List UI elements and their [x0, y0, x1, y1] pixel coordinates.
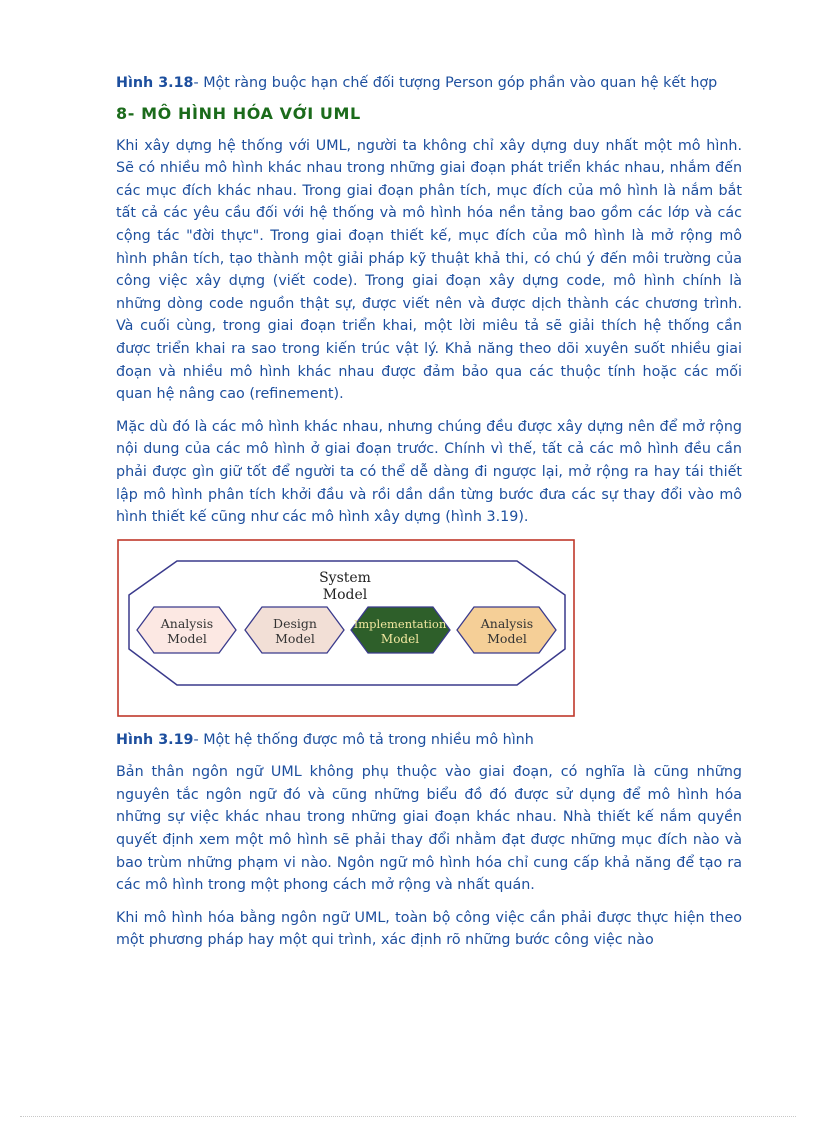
system-model-label-line1: System [319, 569, 371, 586]
system-model-label-line2: Model [322, 586, 368, 603]
figure-3-18-label: Hình 3.18 [116, 75, 194, 91]
paragraph-2: Mặc dù đó là các mô hình khác nhau, nhưng chúng đều được xây dựng nên để mở rộng nội dung của các mô hình ở giai đoạn trước. Chính vì thế, tất cả các mô hình đều cần phải được gìn giữ tốt để người ta có thể dễ dàng đi ngược lại, mở rộng ra hay tái thiết lập mô hình phân tích khởi đầu và rồi dần dần từng bước đưa các sự thay đổi vào mô hình thiết kế cũng như các mô hình xây dựng (hình 3.19). [116, 418, 742, 526]
figure-3-19-label: Hình 3.19 [116, 731, 194, 748]
figure-3-18-caption [116, 72, 742, 95]
implementation-model-label-line2: Model [380, 631, 420, 646]
paragraph-3: Bản thân ngôn ngữ UML không phụ thuộc vào giai đoạn, có nghĩa là cũng những nguyên tắc ngôn ngữ đó và cũng những biểu đồ đó được sử dụng để mô hình hóa những sự việc khác nhau trong những giai đoạn khác nhau. Nhà thiết kế nắm quyền quyết định xem một mô hình sẽ phải thay đổi nhằm đạt được những mục đích nào và bao trùm những phạm vi nào. Ngôn ngữ mô hình hóa chỉ cung cấp khả năng để tạo ra các mô hình trong một phong cách mở rộng và nhất quán. [116, 764, 742, 894]
figure-3-19-caption-text: - Một hệ thống được mô tả trong nhiều mô hình [193, 731, 534, 748]
design-model-label-line2: Model [275, 630, 315, 646]
page-bottom-divider [20, 1116, 796, 1117]
implementation-model-label-line1: Implementation [353, 616, 447, 631]
analysis-model-label-line2: Model [167, 630, 207, 646]
figure-3-18-caption-text: - Một ràng buộc hạn chế đối tượng Person góp phần vào quan hệ kết hợp [193, 75, 718, 91]
paragraph-1: Khi xây dựng hệ thống với UML, người ta không chỉ xây dựng duy nhất một mô hình. Sẽ có nhiều mô hình khác nhau trong những giai đoạn phát triển khác nhau, nhắm đến các mục đích khác nhau. Trong giai đoạn phân tích, mục đích của mô hình là nắm bắt tất cả các yêu cầu đối với hệ thống và mô hình hóa nền tảng bao gồm các lớp và các cộng tác "đời thực". Trong giai đoạn thiết kế, mục đích của mô hình là mở rộng mô hình phân tích, tạo thành một giải pháp kỹ thuật khả thi, có chú ý đến môi trường của công việc xây dựng (viết code). Trong giai đoạn xây dựng code, mô hình chính là những dòng code nguồn thật sự, được viết nên và được dịch thành các chương trình. Và cuối cùng, trong giai đoạn triển khai, một lời miêu tả sẽ giải thích hệ thống cần được triển khai ra sao trong kiến trúc vật lý. Khả năng theo dõi xuyên suốt nhiều giai đoạn và nhiều mô hình khác nhau được đảm bảo qua các thuộc tính hoặc các mối quan hệ nâng cao (refinement). [116, 137, 742, 403]
analysis-model-2-label-line2: Model [487, 630, 527, 646]
document-page [116, 72, 742, 962]
paragraph-4: Khi mô hình hóa bằng ngôn ngữ UML, toàn bộ công việc cần phải được thực hiện theo một phương pháp hay một qui trình, xác định rõ những bước công việc nào [116, 909, 742, 949]
analysis-model-label-line1: Analysis [160, 615, 214, 631]
analysis-model-2-label-line1: Analysis [480, 615, 534, 631]
section-heading: 8- MÔ HÌNH HÓA VỚI UML [116, 103, 361, 123]
figure-3-19-caption [116, 729, 742, 752]
design-model-label-line1: Design [273, 615, 317, 631]
figure-3-19-diagram [117, 539, 575, 717]
